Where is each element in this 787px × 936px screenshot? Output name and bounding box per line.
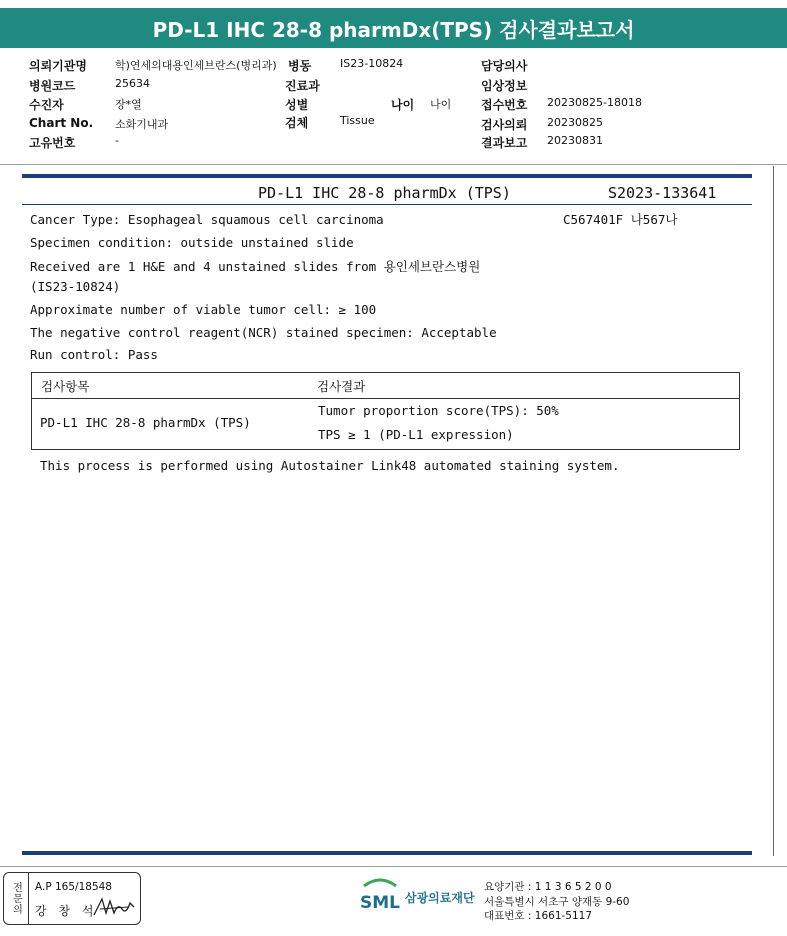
value-specimen: Tissue (340, 114, 375, 127)
main-phone-number: 대표번호 : 1661-5117 (484, 910, 593, 922)
table-header-result: 검사결과 (317, 379, 366, 394)
label-test-request-date: 검사의뢰 (481, 118, 528, 132)
label-hospital-code: 병원코드 (29, 79, 76, 93)
value-test-request-date: 20230825 (547, 116, 603, 129)
report-line: Specimen condition: outside unstained slide (30, 235, 354, 250)
report-title-underline (22, 204, 752, 205)
value-hospital-code: 25634 (115, 77, 150, 90)
table-test-item: PD-L1 IHC 28-8 pharmDx (TPS) (40, 415, 251, 430)
value-unique-no: - (115, 134, 119, 147)
sml-logo-icon (358, 876, 402, 916)
stamp-pathologist-name: 강 창 석 (35, 904, 98, 918)
report-specimen-id: S2023-133641 (608, 184, 717, 202)
report-line: Run control: Pass (30, 347, 158, 362)
method-note: This process is performed using Autostainer Link48 automated staining system. (40, 458, 620, 473)
header-divider (0, 164, 787, 165)
footer-divider (0, 866, 787, 867)
value-patient: 장*열 (115, 98, 142, 111)
label-accession-no: 접수번호 (481, 98, 528, 112)
table-result-tps-score: Tumor proportion score(TPS): 50% (318, 403, 559, 418)
stamp-specialist-label: 전문의 (4, 873, 29, 924)
label-sex: 성별 (285, 98, 309, 112)
label-department: 진료과 (285, 79, 320, 93)
report-line: The negative control reagent(NCR) stained specimen: Acceptable (30, 325, 497, 340)
value-accession-no: 20230825-18018 (547, 96, 642, 109)
label-specimen: 검체 (285, 116, 309, 130)
label-unique-no: 고유번호 (29, 136, 76, 150)
value-age: 나이 (430, 98, 452, 111)
result-table (31, 372, 740, 450)
label-result-report-date: 결과보고 (481, 136, 528, 150)
label-age: 나이 (391, 98, 415, 112)
report-line: Cancer Type: Esophageal squamous cell carcinoma (30, 212, 384, 227)
organization-address: 서울특별시 서초구 양재동 9-60 (484, 896, 630, 908)
label-ward: 병동 (288, 59, 312, 73)
institution-code: 요양기관 : 1 1 3 6 5 2 0 0 (484, 881, 612, 893)
value-ward: IS23-10824 (340, 57, 404, 70)
report-top-rule (22, 174, 752, 178)
pathologist-stamp (3, 872, 141, 925)
report-line: (IS23-10824) (30, 279, 121, 294)
signature-image (92, 895, 136, 919)
report-main-title: PD-L1 IHC 28-8 pharmDx(TPS) 검사결과보고서 (152, 17, 635, 42)
report-line: Approximate number of viable tumor cell: ≥ 100 (30, 302, 377, 317)
label-chart-no: Chart No. (29, 116, 94, 130)
label-requesting-institution: 의뢰기관명 (29, 59, 87, 73)
label-attending-doctor: 담당의사 (481, 59, 528, 73)
label-clinical-info: 임상정보 (481, 79, 528, 93)
label-patient: 수진자 (29, 98, 64, 112)
stamp-license-number: A.P 165/18548 (35, 881, 112, 893)
report-title-bar (0, 8, 787, 48)
report-test-title: PD-L1 IHC 28-8 pharmDx (TPS) (258, 184, 511, 202)
organization-name: 삼광의료재단 (405, 891, 475, 905)
table-header-divider (32, 398, 739, 399)
report-bottom-rule (22, 851, 752, 855)
value-chart-no: 소화기내과 (115, 118, 169, 131)
report-line: Received are 1 H&E and 4 unstained slides from 용인세브란스병원 (30, 259, 481, 274)
logo-text: SML (360, 893, 400, 913)
table-result-tps-interpretation: TPS ≥ 1 (PD-L1 expression) (318, 427, 514, 442)
value-result-report-date: 20230831 (547, 134, 603, 147)
value-requesting-institution: 학)연세의대용인세브란스(병리과) (115, 59, 277, 72)
patient-info-section (0, 52, 787, 164)
report-code: C567401F 나567나 (563, 212, 678, 227)
table-header-item: 검사항목 (41, 379, 90, 394)
